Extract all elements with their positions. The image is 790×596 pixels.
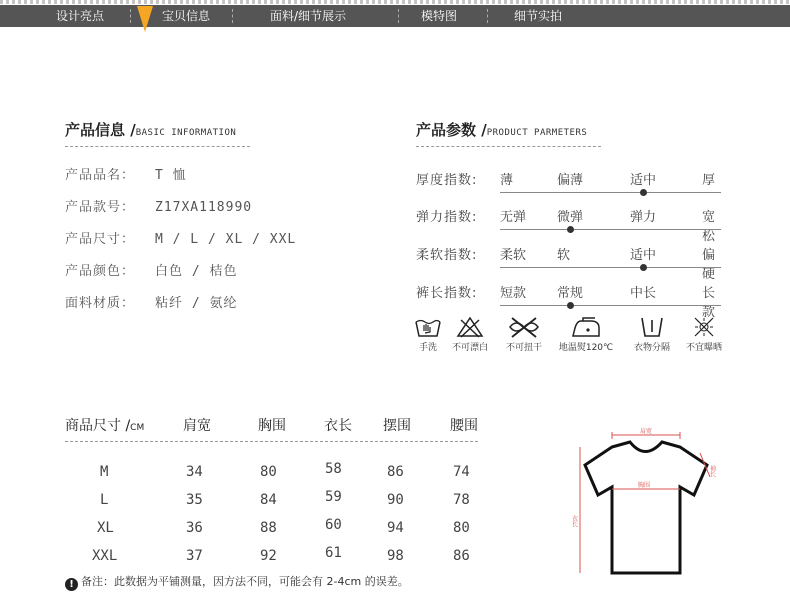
size-header-shoulder: 肩宽: [183, 418, 211, 434]
nav-separator: [487, 9, 488, 23]
care-iron: [556, 316, 616, 353]
param-row: [416, 282, 721, 320]
param-option: 适中: [630, 173, 657, 188]
nav-item-fabric[interactable]: 面料/细节展示: [270, 9, 347, 23]
size-label: L: [100, 492, 109, 508]
param-label: 厚度指数:: [416, 173, 478, 188]
info-row-material: [65, 292, 237, 311]
param-option: 偏硬: [702, 248, 716, 282]
size-value: 35: [186, 492, 203, 508]
divider: [65, 146, 250, 147]
hang-dry-icon: [637, 316, 667, 338]
table-divider: [65, 441, 478, 442]
care-no-wring: [494, 316, 554, 353]
top-nav: [0, 5, 790, 27]
size-value: 60: [325, 517, 342, 533]
care-label: 不宜曝晒: [685, 343, 722, 353]
param-option: 薄: [500, 173, 514, 188]
param-option: 宽松: [702, 210, 716, 244]
size-value: 74: [453, 464, 470, 480]
care-label: 手洗: [418, 343, 437, 353]
care-hang-dry: [622, 316, 682, 353]
info-row-name: [65, 164, 187, 183]
size-label: M: [100, 464, 109, 480]
param-option: 偏薄: [557, 173, 584, 188]
size-value: 98: [387, 548, 404, 564]
divider: [416, 146, 601, 147]
info-row-size: [65, 228, 296, 247]
note-text: 备注：此数据为平铺测量，因方法不同，可能会有 2-4cm 的误差。: [81, 575, 409, 588]
param-option: 无弹: [500, 210, 527, 225]
params-title: [416, 119, 587, 140]
param-row: [416, 206, 721, 244]
info-row-color: [65, 260, 237, 279]
param-indicator-dot: [567, 302, 574, 309]
tshirt-outline: [585, 442, 707, 573]
param-option: 中长: [630, 286, 657, 301]
sleeve-label: 袖长: [708, 465, 716, 477]
info-row-style: [65, 196, 252, 215]
basic-info-title: [65, 119, 236, 140]
shoulder-label: 肩宽: [640, 428, 653, 435]
param-label: 柔软指数:: [416, 248, 478, 263]
size-value: 86: [387, 464, 404, 480]
param-indicator-dot: [567, 226, 574, 233]
size-header-length: 衣长: [324, 418, 352, 434]
nav-separator: [398, 9, 399, 23]
size-value: 34: [186, 464, 203, 480]
length-label: 衣长: [570, 515, 578, 527]
chest-label: 胸围: [638, 482, 651, 489]
size-value: 90: [387, 492, 404, 508]
size-value: 94: [387, 520, 404, 536]
param-row: [416, 169, 721, 199]
size-value: 92: [260, 548, 277, 564]
tshirt-measurement-diagram: [572, 425, 722, 585]
nav-item-design[interactable]: 设计亮点: [56, 9, 105, 23]
warning-icon: !: [65, 578, 78, 591]
info-label: 产品品名：: [65, 168, 136, 183]
param-option: 微弹: [557, 210, 584, 225]
size-title-text: 商品尺寸 /: [65, 418, 131, 434]
param-option: 柔软: [500, 248, 527, 263]
size-value: 86: [453, 548, 470, 564]
size-value: 36: [186, 520, 203, 536]
size-value: 80: [453, 520, 470, 536]
size-value: 59: [325, 489, 342, 505]
no-wring-icon: [506, 316, 542, 338]
size-value: 78: [453, 492, 470, 508]
param-option: 短款: [500, 286, 527, 301]
size-value: 61: [325, 545, 342, 561]
size-value: 84: [260, 492, 277, 508]
size-label: XXL: [92, 548, 118, 564]
size-header-waist: 腰围: [450, 418, 478, 434]
size-note: [65, 573, 409, 591]
param-scale-line: [500, 229, 721, 230]
basic-title-en: BASIC INFORMATION: [135, 128, 237, 138]
size-value: 37: [186, 548, 203, 564]
hand-wash-icon: [413, 316, 443, 338]
size-value: 80: [260, 464, 277, 480]
basic-title-cn: 产品信息 /: [65, 121, 136, 139]
param-option: 软: [557, 248, 571, 263]
nav-item-detail[interactable]: 细节实拍: [514, 9, 563, 23]
care-no-sun: [674, 316, 734, 353]
param-option: 弹力: [630, 210, 657, 225]
info-label: 产品尺寸：: [65, 232, 136, 247]
nav-separator: [130, 9, 131, 23]
param-label: 裤长指数:: [416, 286, 478, 301]
nav-item-info[interactable]: 宝贝信息: [162, 9, 211, 23]
params-title-cn: 产品参数 /: [416, 121, 487, 139]
param-option: 适中: [630, 248, 657, 263]
info-value: Z17XA118990: [155, 200, 253, 215]
size-table-title: [65, 415, 144, 435]
size-unit: CM: [130, 423, 145, 433]
info-value: 白色 / 桔色: [155, 264, 238, 279]
care-label: 不可扭干: [505, 343, 542, 353]
size-header-chest: 胸围: [258, 418, 286, 434]
size-label: XL: [97, 520, 114, 536]
info-label: 产品款号：: [65, 200, 136, 215]
param-scale-line: [500, 305, 721, 306]
info-value: M / L / XL / XXL: [155, 232, 297, 247]
top-decoration: [0, 0, 790, 4]
size-value: 58: [325, 461, 342, 477]
param-indicator-dot: [640, 189, 647, 196]
no-bleach-icon: [455, 316, 485, 338]
param-label: 弹力指数:: [416, 210, 478, 225]
info-value: T 恤: [155, 168, 187, 183]
param-option: 长款: [702, 286, 716, 320]
care-label: 地温熨120℃: [558, 343, 614, 353]
size-value: 88: [260, 520, 277, 536]
param-scale-line: [500, 267, 721, 268]
params-title-en: PRODUCT PARMETERS: [486, 128, 588, 138]
size-header-hem: 摆围: [383, 418, 411, 434]
care-label: 衣物分隔: [633, 343, 670, 353]
nav-item-model[interactable]: 模特图: [421, 9, 458, 23]
param-option: 厚: [702, 173, 716, 188]
info-value: 粘纤 / 氨纶: [155, 296, 238, 311]
nav-separator: [232, 9, 233, 23]
care-label: 不可漂白: [451, 343, 488, 353]
param-indicator-dot: [640, 264, 647, 271]
no-sun-dry-icon: [692, 316, 716, 338]
param-row: [416, 244, 721, 282]
active-nav-marker: [137, 6, 153, 32]
info-label: 产品颜色：: [65, 264, 136, 279]
param-scale-line: [500, 192, 721, 193]
info-label: 面料材质：: [65, 296, 136, 311]
care-no-bleach: [440, 316, 500, 353]
param-option: 常规: [557, 286, 584, 301]
iron-low-icon: [569, 316, 603, 338]
